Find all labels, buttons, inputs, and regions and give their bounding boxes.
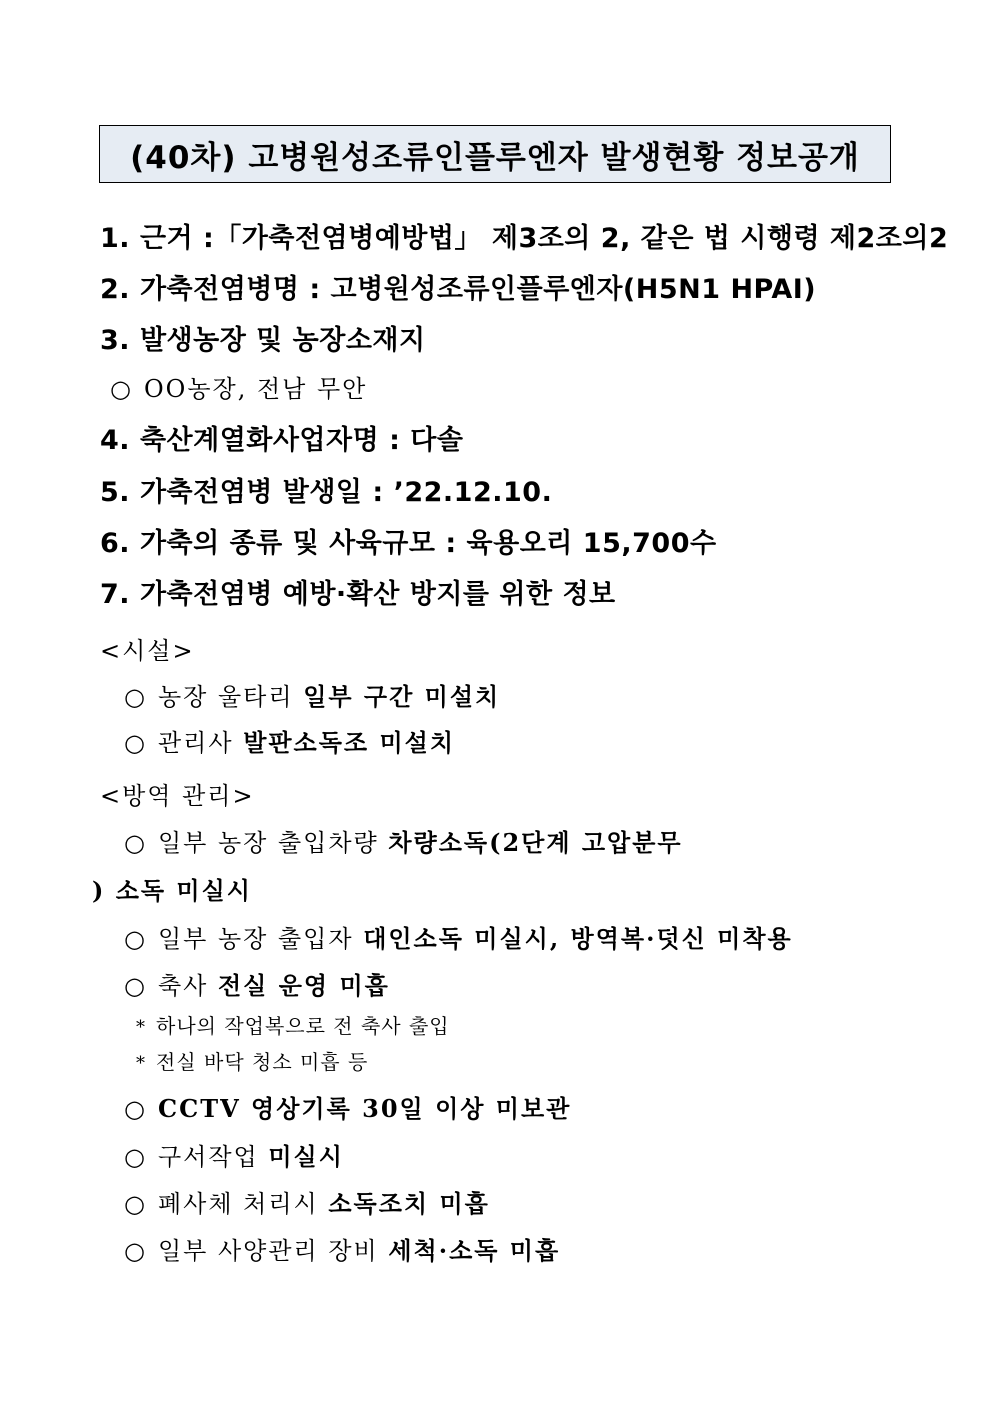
page-title-text: (40차) 고병원성조류인플루엔자 발생현황 정보공개 — [130, 139, 860, 176]
item-emphasis: 전실 운영 미흡 — [218, 971, 390, 1000]
quarantine-item-carcass — [124, 1184, 490, 1219]
item-text: 일부 사양관리 장비 — [158, 1237, 389, 1265]
quarantine-heading: <방역 관리> — [100, 782, 255, 810]
item-text: 관리사 — [158, 729, 244, 757]
page-title — [99, 125, 891, 183]
farm-location-item — [110, 369, 367, 404]
asterisk-icon: * — [136, 1053, 146, 1074]
item-emphasis: ) 소독 미실시 — [92, 876, 252, 905]
item-emphasis: 세척·소독 미흡 — [388, 1236, 561, 1265]
item-text: 농장 울타리 — [158, 683, 304, 711]
item-emphasis: 차량소독(2단계 고압분무 — [388, 828, 683, 857]
bullet-circle-icon: ○ — [110, 375, 133, 403]
item-emphasis: CCTV 영상기록 30일 이상 미보관 — [158, 1094, 572, 1123]
note-text: 하나의 작업복으로 전 축사 출입 — [156, 1014, 450, 1038]
bullet-circle-icon: ○ — [124, 972, 147, 1000]
bullet-circle-icon: ○ — [124, 829, 147, 857]
item-text: 폐사체 처리시 — [158, 1190, 329, 1218]
item-text: 축사 — [158, 972, 218, 1000]
bullet-circle-icon: ○ — [124, 683, 147, 711]
quarantine-item-personnel — [124, 919, 793, 954]
note-workwear — [136, 1010, 450, 1039]
farm-location-text: OO농장, 전남 무안 — [144, 375, 368, 403]
bullet-circle-icon: ○ — [124, 1143, 147, 1171]
item-emphasis: 미실시 — [268, 1142, 344, 1171]
section-5-outbreak-date: 5. 가축전염병 발생일 : ’22.12.10. — [100, 477, 553, 508]
item-text: 구서작업 — [158, 1143, 269, 1171]
quarantine-item-vehicle — [124, 823, 683, 858]
section-6-livestock-scale: 6. 가축의 종류 및 사육규모 : 육용오리 15,700수 — [100, 528, 717, 559]
asterisk-icon: * — [136, 1017, 146, 1038]
bullet-circle-icon: ○ — [124, 925, 147, 953]
section-4-integrator: 4. 축산계열화사업자명 : 다솔 — [100, 425, 464, 456]
section-7-prevention-info: 7. 가축전염병 예방·확산 방지를 위한 정보 — [100, 579, 616, 610]
bullet-circle-icon: ○ — [124, 1237, 147, 1265]
section-2-disease-name: 2. 가축전염병명 : 고병원성조류인플루엔자(H5N1 HPAI) — [100, 274, 817, 305]
item-emphasis: 소독조치 미흡 — [328, 1189, 490, 1218]
quarantine-item-equipment — [124, 1231, 560, 1266]
quarantine-item-cctv — [124, 1089, 571, 1124]
note-text: 전실 바닥 청소 미흡 등 — [156, 1050, 369, 1074]
bullet-circle-icon: ○ — [124, 1095, 147, 1123]
bullet-circle-icon: ○ — [124, 1190, 147, 1218]
quarantine-item-anteroom — [124, 966, 390, 1001]
facility-item-footbath — [124, 723, 455, 758]
bullet-circle-icon: ○ — [124, 729, 147, 757]
quarantine-item-vehicle-continued — [92, 871, 252, 906]
item-emphasis: 일부 구간 미설치 — [303, 682, 501, 711]
item-text: 일부 농장 출입자 — [158, 925, 364, 953]
section-1-legal-basis: 1. 근거 :「가축전염병예방법」 제3조의 2, 같은 법 시행령 제2조의2 — [100, 223, 949, 254]
note-floor-cleaning — [136, 1046, 368, 1075]
item-text: 일부 농장 출입차량 — [158, 829, 389, 857]
facility-heading: <시설> — [100, 637, 195, 665]
quarantine-item-rodent — [124, 1137, 344, 1172]
item-emphasis: 발판소독조 미설치 — [243, 728, 456, 757]
facility-item-fence — [124, 677, 500, 712]
item-emphasis: 대인소독 미실시, 방역복·덧신 미착용 — [363, 924, 793, 953]
section-3-farm-heading: 3. 발생농장 및 농장소재지 — [100, 325, 426, 356]
